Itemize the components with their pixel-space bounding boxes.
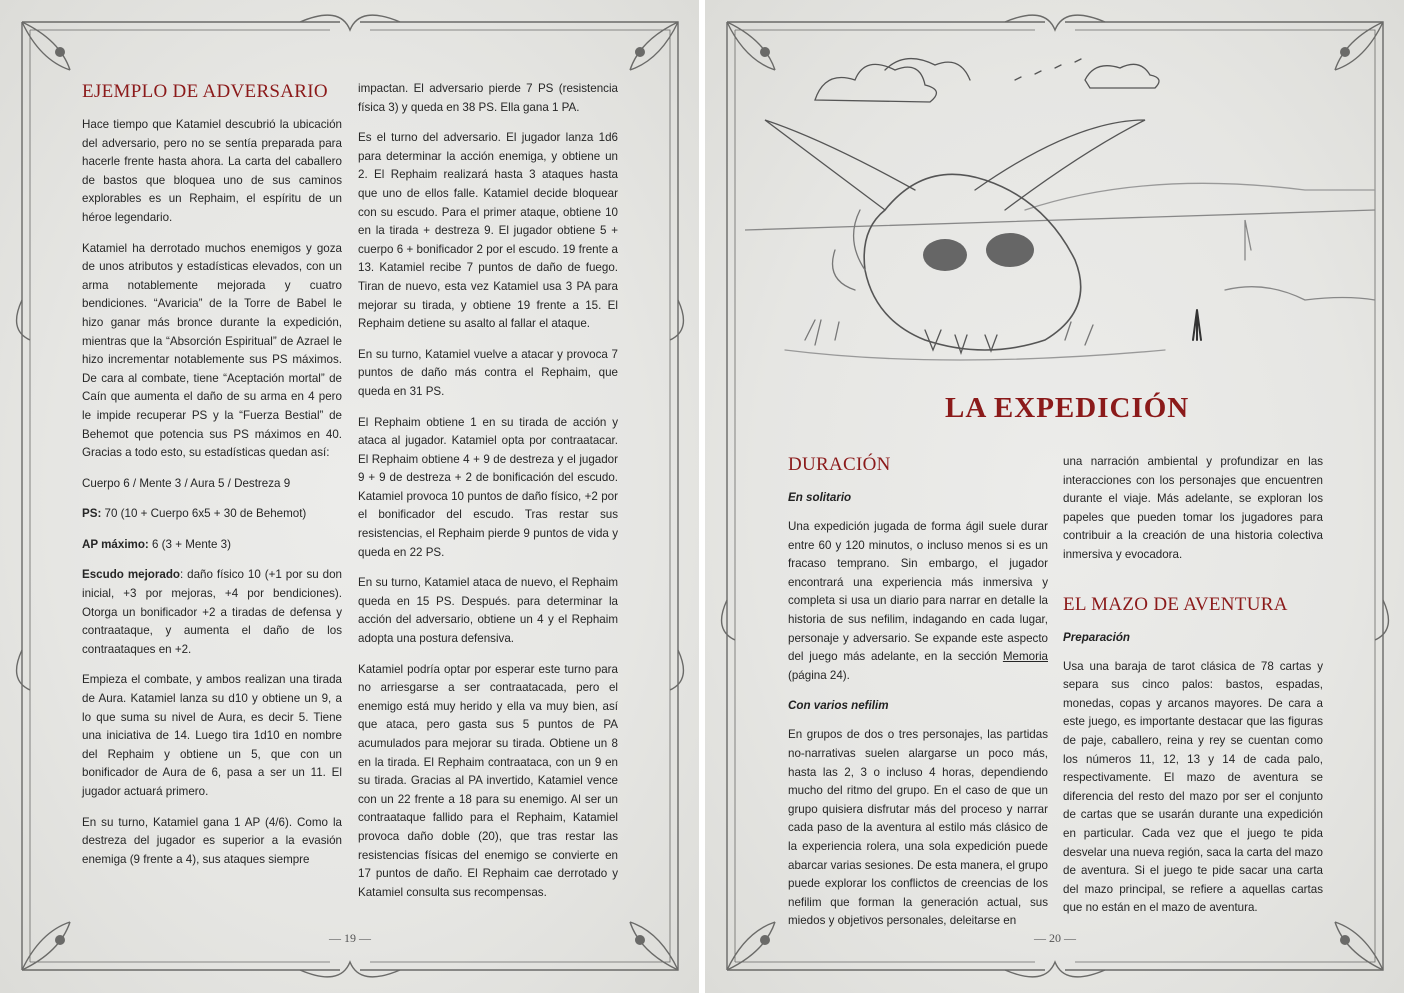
ps-line [82,505,342,524]
ap-label: AP máximo: [82,537,149,551]
text: (página 24). [788,668,850,682]
right-page [705,0,1404,993]
paragraph: En su turno, Katamiel vuelve a atacar y provoca 7 puntos de daño más contra el Rephaim, que queda en 31 PS. [358,347,618,398]
text: Una expedición jugada de forma ágil suele durar entre 60 y 120 minutos, o incluso menos si es un fracaso temprano. Sin embargo, el jugador encontrará una experiencia más inmersiva y completa si usa un diario para narrar en detalle la historia de sus nefilim, indagando en cada lugar, personaje y adversario. Se expande este aspecto del juego más adelante, en la sección [788,520,1048,664]
section-heading: DURACIÓN [788,454,891,475]
page-number: — 20 — [1034,931,1076,945]
ap-value: 6 (3 + Mente 3) [148,537,231,551]
left-column-1 [82,80,342,881]
paragraph: Katamiel podría optar por esperar este turno para no arriesgarse a ser contraatacada, pero el enemigo está muy herido y ella va muy bien, así que ataca, pero gasta sus 5 puntos de PA acumulados para mejorar su tirada. Obtiene un 8 en la tirada. El Rephaim contraataca, con un 9 en su tirada. Gracias al PA invertido, Katamiel vence con un 22 frente a 18 para su enemigo. Al ser un contraataque fallido para el Rephaim, Katamiel provoca daño doble (20), que tras restar las resistencias físicas del enemigo se convierte en 17 puntos de daño. El Rephaim cae derrotado y Katamiel consulta sus recompensas. [358,662,618,899]
chapter-title: LA EXPEDICIÓN [945,392,1190,424]
paragraph: Empieza el combate, y ambos realizan una tirada de Aura. Katamiel lanza su d10 y obtiene un 9, a lo que suma su nivel de Aura, es decir 5. Tiene una iniciativa de 14. Luego tira 1d10 en nombre del Rephaim y obtiene un 5, que con un bonificador de Aura de 6, pasa a ser un 11. El jugador actuará primero. [82,673,342,798]
subheading: En solitario [788,491,852,504]
paragraph: una narración ambiental y profundizar en las interacciones con los personajes que encuentren durante el viaje. Más adelante, se exploran los papeles que pueden tomar los jugadores para contribuir a la creación de una historia colectiva inmersiva y evocadora. [1063,455,1323,561]
ap-line [82,536,342,555]
section-heading: EL MAZO DE AVENTURA [1063,593,1288,615]
shield-line [82,566,342,659]
paragraph: impactan. El adversario pierde 7 PS (resistencia física 3) y queda en 38 PS. Ella gana 1 PA. [358,82,618,114]
paragraph: En grupos de dos o tres personajes, las partidas no-narrativas suelen alargarse un poco más, hasta las 2, 3 o incluso 4 horas, dependiendo mucho del ritmo del grupo. En el caso de que un grupo quisiera disfrutar más del proceso y narrar cada paso de la aventura al estilo más clásico de la experiencia rolera, una sola expedición puede abarcar varias sesiones. De esta manera, el grupo puede explorar los conflictos de creencias de los nefilim que forman la generación actual, sus miedos y objetivos personales, deleitarse en [788,728,1048,928]
shield-value: : daño físico 10 (+1 por su don inicial, +3 por mejoras, +4 por bendiciones). Otorga un bonificador +2 a tiradas de defensa y contraataque, y aumenta el daño de los contraataques en +2. [82,568,342,656]
paragraph: En su turno, Katamiel gana 1 AP (4/6). Como la destreza del jugador es superior a la evasión enemiga (9 frente a 4), sus ataques siempre [82,815,342,866]
paragraph: El Rephaim obtiene 1 en su tirada de acción y ataca al jugador. Katamiel opta por contraatacar. El Rephaim obtiene 4 + 9 de destreza y el jugador 9 + 9 de destreza + 2 de bonificación del escudo. Katamiel provoca 10 puntos de daño físico, +2 por el bonificador del escudo. Tras restar sus resistencias, el Rephaim pierde 9 puntos de vida y queda en 22 PS. [358,415,618,559]
shield-label: Escudo mejorado [82,568,180,582]
paragraph: En su turno, Katamiel ataca de nuevo, el Rephaim queda en 15 PS. Después. para determinar la acción del adversario, obtiene un 4 y el Rephaim adopta una postura defensiva. [358,576,618,646]
right-column-1 [788,453,1048,943]
left-page [0,0,699,993]
paragraph [788,518,1048,685]
right-column-2 [1063,453,1323,930]
paragraph: Hace tiempo que Katamiel descubrió la ubicación del adversario, pero no se sentía preparada para hacerle frente hasta ahora. La carta del caballero de bastos que bloquea uno de sus caminos explorables es un Rephaim, el espíritu de un héroe legendario. [82,118,342,224]
ps-label: PS: [82,507,102,521]
skull-landscape-illustration [745,40,1375,390]
paragraph: Katamiel ha derrotado muchos enemigos y goza de unos atributos y estadísticas elevados, con un arma notablemente mejorada y cuatro bendiciones. “Avaricia” de la Torre de Babel le hizo ganar más bronce durante la expedición, mientras que la “Absorción Espiritual” de Azrael le hizo incrementar notablemente sus PS máximos. De cara al combate, tiene “Aceptación mortal” de Caín que aumenta el daño de su arma en 4 pero le impide recuperar PS y la “Fuerza Bestial” de Behemot que potencia sus PS máximos en 40. Gracias a todo esto, su estadísticas quedan así: [82,241,342,460]
ps-value: 70 (10 + Cuerpo 6x5 + 30 de Behemot) [101,507,307,521]
left-column-2 [358,80,618,914]
paragraph: Usa una baraja de tarot clásica de 78 cartas y separa sus cinco palos: bastos, espadas, monedas, copas y arcanos mayores. De cara a este juego, es importante destacar que las figuras de paje, caballero, reina y rey se cuentan como los números 11, 12, 13 y 14 de cada palo, respectivamente. El mazo de aventura se diferencia del resto del mazo por ser el conjunto de cartas que se usarán durante una expedición en particular. Cada vez que el juego te pida desvelar una nueva región, saca la carta del mazo de aventura. Si el juego te pide sacar una carta del mazo principal, se refiere a aquellas cartas que no están en el mazo de aventura. [1063,659,1323,915]
paragraph: Es el turno del adversario. El jugador lanza 1d6 para determinar la acción enemiga, y obtiene un 2. El Rephaim realizará hasta 3 ataques hasta que uno de ellos falle. Katamiel decide bloquear con su escudo. Para el primer ataque, obtiene 10 en la tirada + destreza 9. El jugador obtiene 5 + cuerpo 6 + bonificador 2 por el escudo. 19 frente a 13. Katamiel recibe 7 puntos de daño de fuego. Tiran de nuevo, esta vez Katamiel usa 3 PA para mejorar su tirada, y obtiene 19 frente a 15. El Rephaim detiene su asalto al fallar el ataque. [358,131,618,331]
stats-line: Cuerpo 6 / Mente 3 / Aura 5 / Destreza 9 [82,476,291,490]
subheading: Con varios nefilim [788,699,889,713]
subheading: Preparación [1063,630,1131,644]
section-heading: EJEMPLO DE ADVERSARIO [82,81,328,102]
memoria-link[interactable]: Memoria [1002,650,1048,664]
page-number: — 19 — [329,931,371,945]
